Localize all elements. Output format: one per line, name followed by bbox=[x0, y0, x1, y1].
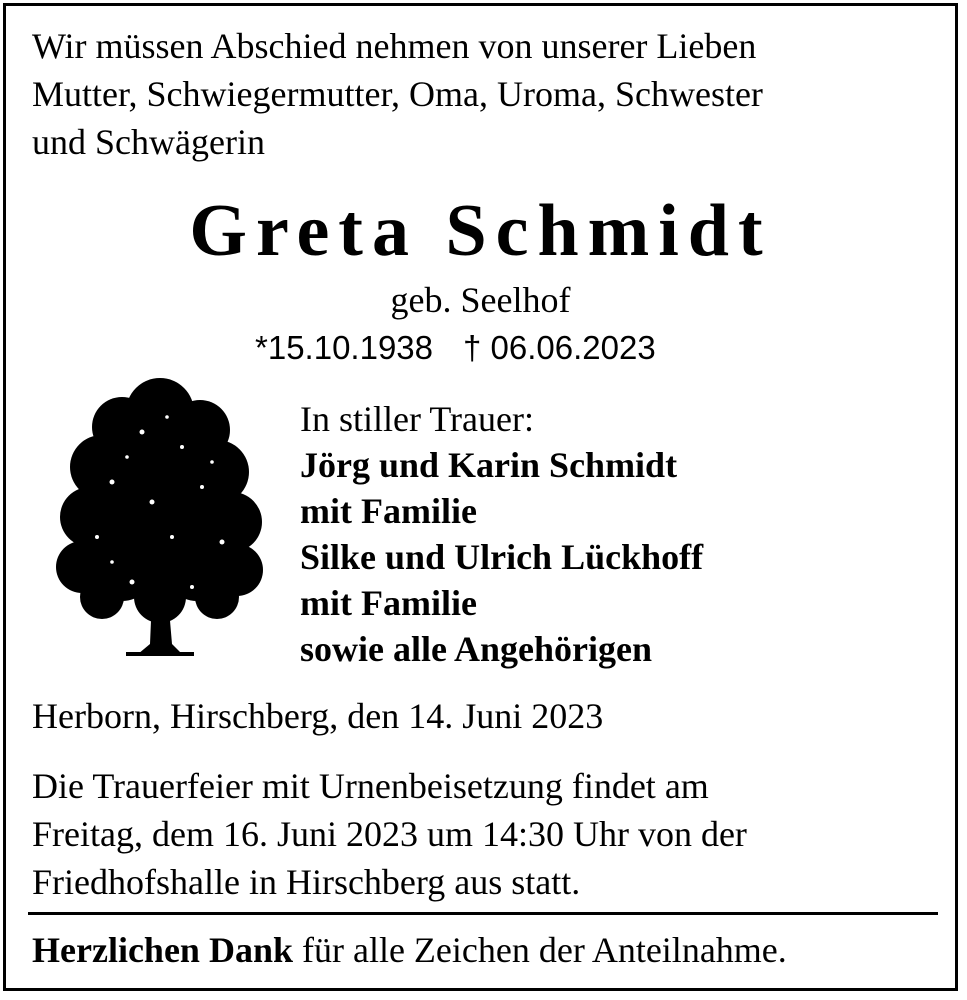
service-line: Die Trauerfeier mit Urnenbeisetzung findet am bbox=[32, 766, 709, 806]
deceased-name: Greta Schmidt bbox=[189, 190, 772, 272]
service-line: Friedhofshalle in Hirschberg aus statt. bbox=[32, 862, 581, 902]
service-info bbox=[32, 762, 932, 906]
intro-text bbox=[32, 22, 912, 166]
service-line: Freitag, dem 16. Juni 2023 um 14:30 Uhr von der bbox=[32, 814, 747, 854]
divider bbox=[28, 912, 938, 915]
born-name: geb. Seelhof bbox=[390, 280, 571, 320]
thanks-rest: für alle Zeichen der Anteilnahme. bbox=[292, 930, 787, 970]
intro-line: und Schwägerin bbox=[32, 122, 265, 162]
life-dates bbox=[255, 324, 725, 372]
place-date: Herborn, Hirschberg, den 14. Juni 2023 bbox=[32, 696, 604, 736]
mourner-line: sowie alle Angehörigen bbox=[300, 629, 652, 669]
mourners-lead: In stiller Trauer: bbox=[300, 399, 534, 439]
mourner-line: mit Familie bbox=[300, 583, 477, 623]
thanks-bold: Herzlichen Dank bbox=[32, 930, 293, 970]
tree-icon bbox=[52, 372, 267, 664]
mourner-line: Silke und Ulrich Lückhoff bbox=[300, 537, 704, 577]
mourner-line: Jörg und Karin Schmidt bbox=[300, 445, 678, 485]
mourners-block bbox=[300, 396, 920, 672]
death-date: † 06.06.2023 bbox=[463, 329, 656, 366]
intro-line: Mutter, Schwiegermutter, Oma, Uroma, Schwester bbox=[32, 74, 763, 114]
intro-line: Wir müssen Abschied nehmen von unserer Lieben bbox=[32, 26, 757, 66]
mourner-line: mit Familie bbox=[300, 491, 477, 531]
birth-date: *15.10.1938 bbox=[255, 329, 434, 366]
thanks-line bbox=[32, 926, 932, 974]
